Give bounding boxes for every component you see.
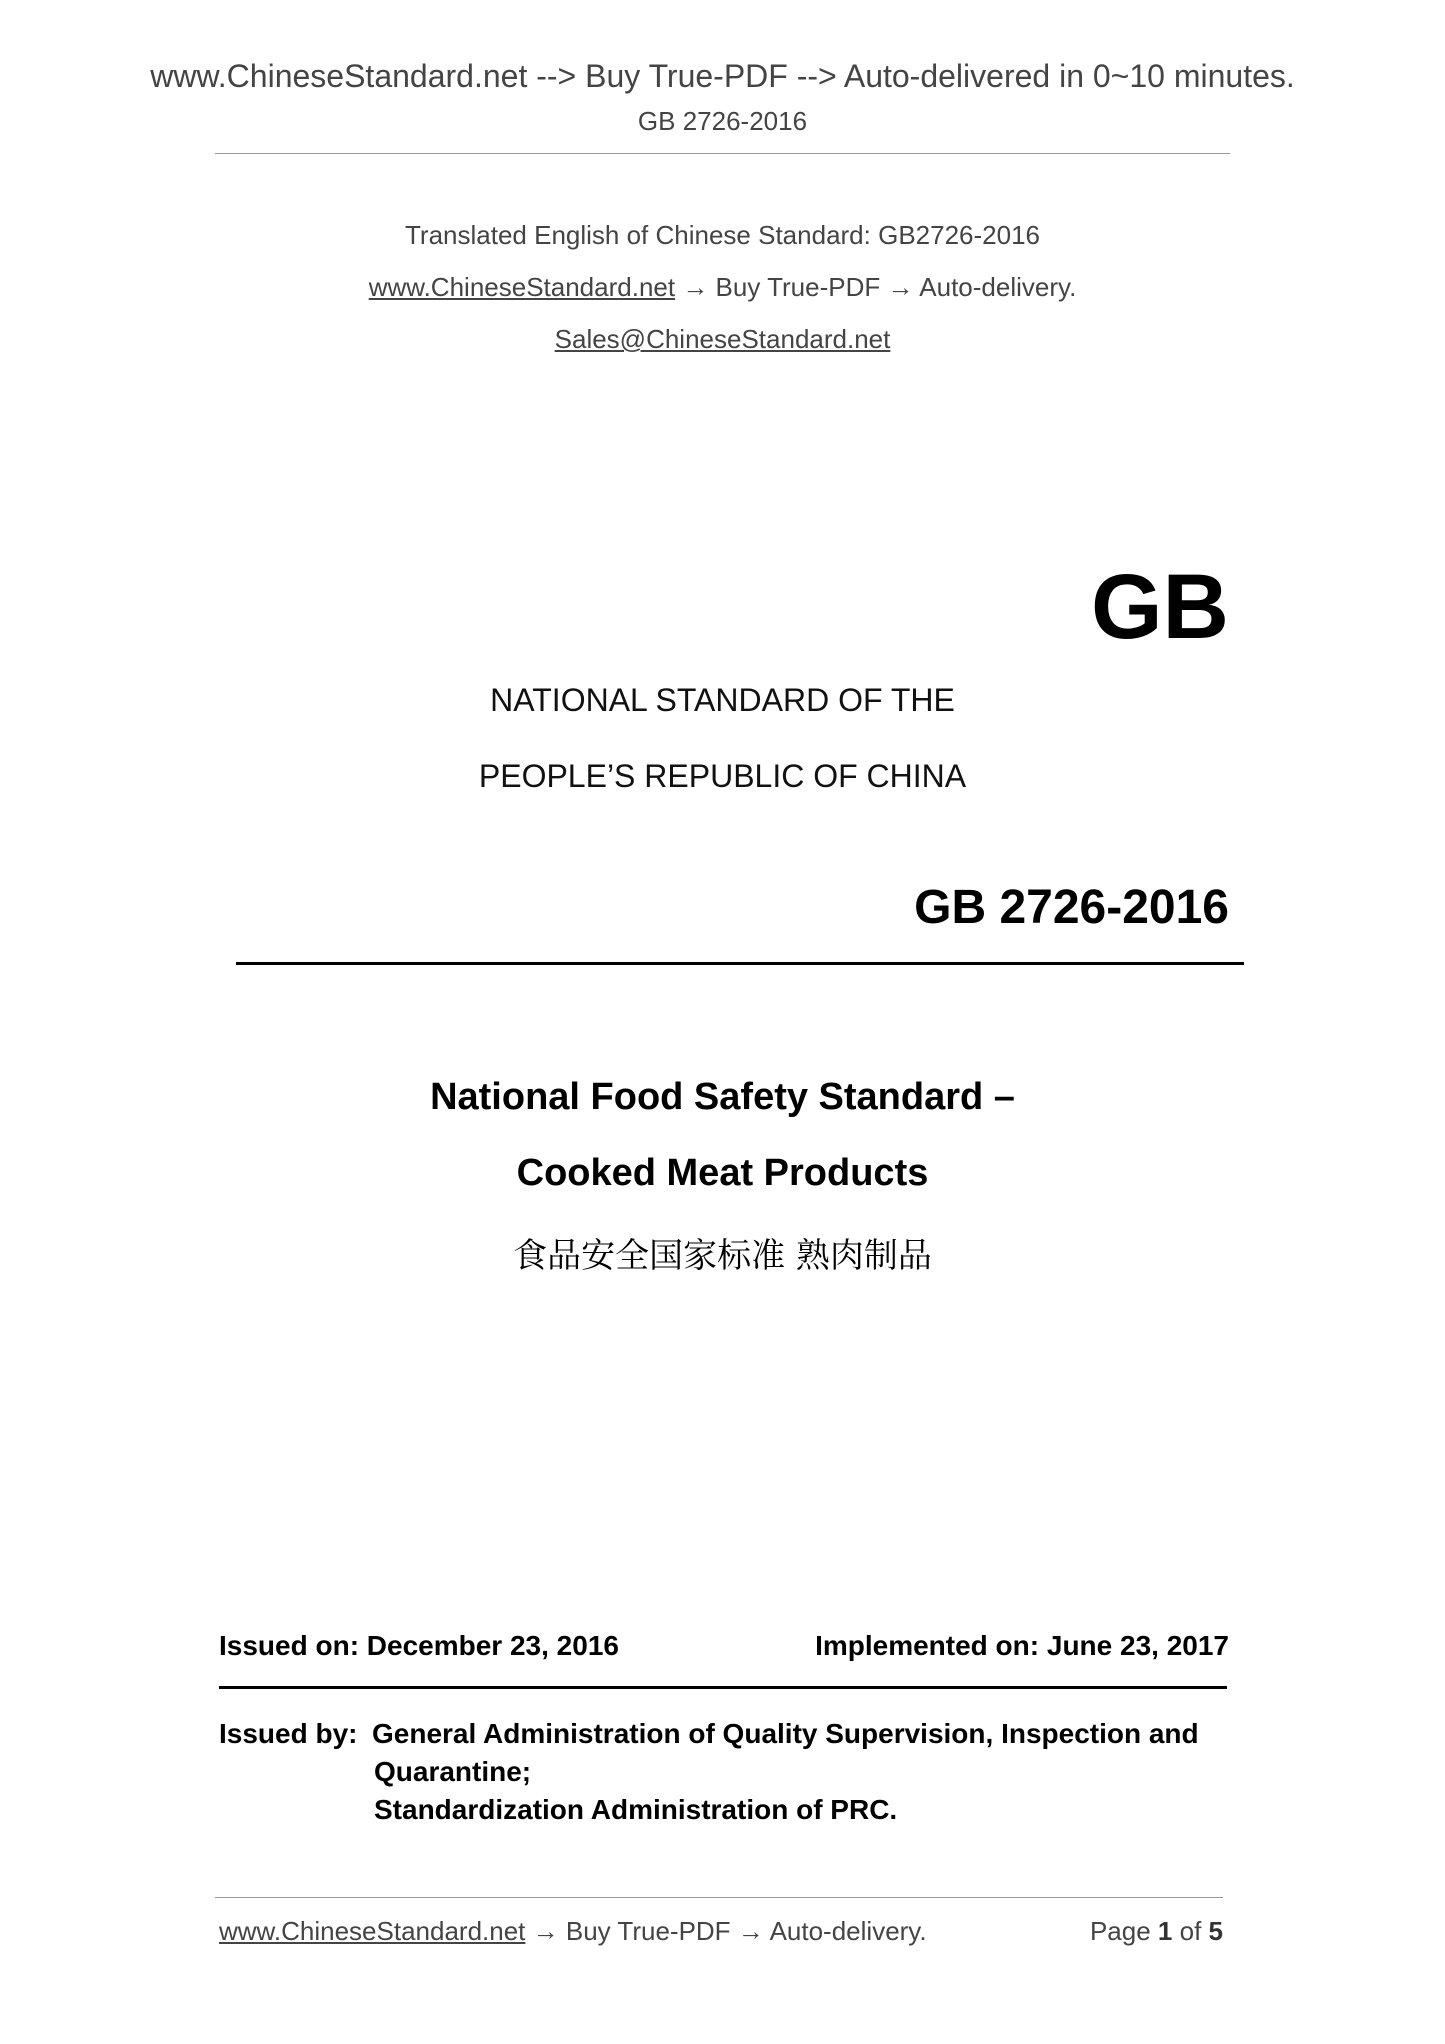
implemented-on-date: Implemented on: June 23, 2017 (815, 1630, 1229, 1661)
footer-site-link[interactable]: www.ChineseStandard.net (219, 1916, 526, 1946)
gb-mark: GB (1091, 556, 1229, 658)
site-delivery-line (0, 272, 1445, 303)
header-doc-code: GB 2726-2016 (637, 106, 808, 136)
chinese-title: 食品安全国家标准 熟肉制品 (513, 1236, 932, 1276)
issued-by-label: Issued by: (219, 1718, 358, 1749)
of-label: of (1179, 1916, 1202, 1946)
delivery-text: → Buy True-PDF → Auto-delivery. (675, 272, 1077, 302)
email-line (0, 324, 1445, 355)
translated-line: Translated English of Chinese Standard: GB2726-2016 (405, 220, 1040, 250)
issued-on-date: Issued on: December 23, 2016 (219, 1630, 619, 1661)
issuer-line3: Standardization Administration of PRC. (374, 1794, 898, 1825)
page-total: 5 (1208, 1916, 1223, 1946)
title-line1: National Food Safety Standard – (430, 1076, 1015, 1118)
email-link[interactable]: Sales@ChineseStandard.net (554, 324, 891, 354)
page-label: Page (1089, 1916, 1151, 1946)
footer-delivery-text: → Buy True-PDF → Auto-delivery. (525, 1916, 927, 1946)
footer-divider (215, 1897, 1223, 1898)
standard-code: GB 2726-2016 (914, 881, 1229, 934)
national-standard-line1: NATIONAL STANDARD OF THE (490, 682, 955, 718)
issuer-line2: Quarantine; (374, 1756, 532, 1787)
code-divider (236, 962, 1244, 965)
issue-divider (219, 1686, 1227, 1689)
header-divider (215, 153, 1230, 154)
title-line2: Cooked Meat Products (516, 1152, 929, 1194)
national-standard-line2: PEOPLE’S REPUBLIC OF CHINA (478, 758, 967, 794)
issuer-line1: General Administration of Quality Supervision, Inspection and (372, 1718, 1199, 1749)
site-link[interactable]: www.ChineseStandard.net (368, 272, 676, 302)
footer-delivery-line (219, 1916, 927, 1947)
header-banner: www.ChineseStandard.net --> Buy True-PDF --> Auto-delivered in 0~10 minutes. (150, 58, 1295, 94)
page-indicator (1090, 1916, 1223, 1947)
page-number: 1 (1157, 1916, 1173, 1946)
